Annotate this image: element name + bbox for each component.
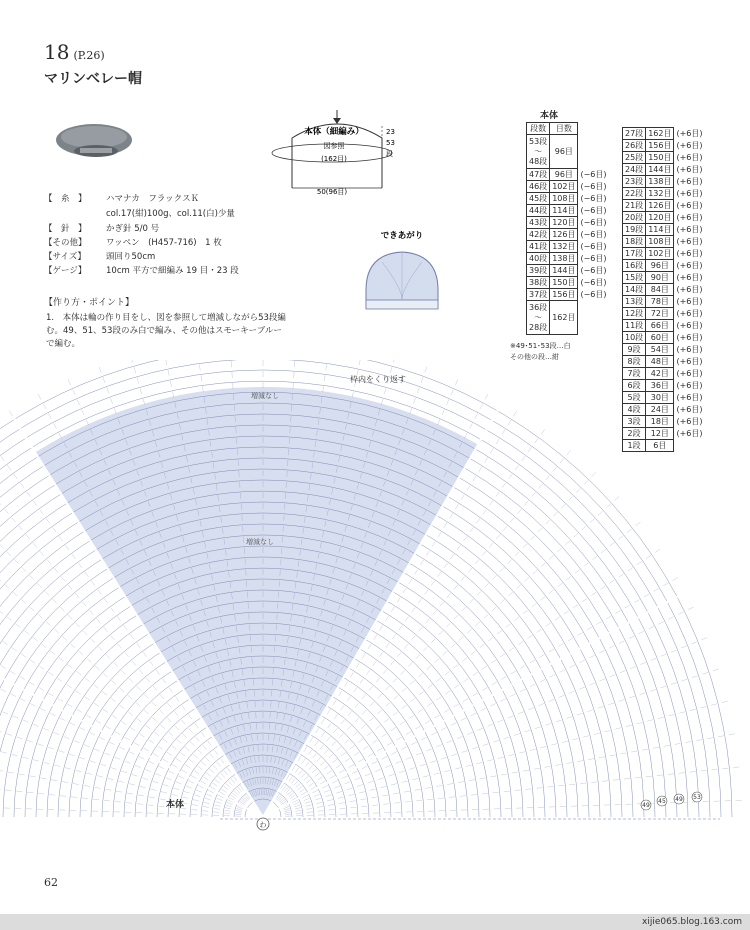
table-row: 37段 156目 (−6目) bbox=[527, 289, 610, 301]
table-row: 18段 108目 (+6目) bbox=[623, 236, 706, 248]
instructions-heading: 【作り方・ポイント】 bbox=[44, 298, 135, 308]
table-row: 44段 114目 (−6目) bbox=[527, 205, 610, 217]
color-note: ※49･51･53段…白 その他の段…紺 bbox=[510, 342, 571, 361]
material-colors: col.17(紺)100g、col.11(白)少量 bbox=[106, 209, 235, 219]
crochet-chart bbox=[0, 360, 750, 875]
footer-url: xijie065.blog.163.com bbox=[642, 917, 742, 927]
table-row: 19段 114目 (+6目) bbox=[623, 224, 706, 236]
body-table-title: 本体 bbox=[540, 111, 559, 121]
round-marker: 49 bbox=[642, 802, 650, 809]
table-row: 16段 96目 (+6目) bbox=[623, 260, 706, 272]
beret-photo bbox=[52, 118, 136, 162]
table-row: 47段 96目 (−6目) bbox=[527, 169, 610, 181]
table-row: 13段 78目 (+6目) bbox=[623, 296, 706, 308]
table-row: 39段 144目 (−6目) bbox=[527, 265, 610, 277]
footer-bar bbox=[0, 914, 750, 930]
finished-label: できあがり bbox=[380, 231, 424, 241]
table-row: 21段 126目 (+6目) bbox=[623, 200, 706, 212]
table-row: 22段 132目 (+6目) bbox=[623, 188, 706, 200]
table-row: 12段 72目 (+6目) bbox=[623, 308, 706, 320]
table-row: 46段 102目 (−6目) bbox=[527, 181, 610, 193]
table-row: 8段 48目 (+6目) bbox=[623, 356, 706, 368]
table-row: 6段 36目 (+6目) bbox=[623, 380, 706, 392]
table-row: 45段 108目 (−6目) bbox=[527, 193, 610, 205]
table-row: 23段 138目 (+6目) bbox=[623, 176, 706, 188]
table-row: 1段 6目 bbox=[623, 440, 706, 452]
table-row: 14段 84目 (+6目) bbox=[623, 284, 706, 296]
body-row-table bbox=[526, 122, 610, 335]
schematic-width: 50(96目) bbox=[316, 188, 348, 196]
no-change-label-inner: 増減なし bbox=[246, 538, 274, 546]
table-row: 43段 120目 (−6目) bbox=[527, 217, 610, 229]
table-row: 2段 12目 (+6目) bbox=[623, 428, 706, 440]
table-row: 3段 18目 (+6目) bbox=[623, 416, 706, 428]
pattern-title: マリンベレー帽 bbox=[44, 71, 142, 87]
start-ring-label: わ bbox=[259, 821, 267, 829]
table-row: 15段 90目 (+6目) bbox=[623, 272, 706, 284]
round-marker: 53 bbox=[693, 794, 701, 801]
table-row: 24段 144目 (+6目) bbox=[623, 164, 706, 176]
table-row: 4段 24目 (+6目) bbox=[623, 404, 706, 416]
table-header: 段数 bbox=[527, 123, 550, 135]
table-row: 38段 150目 (−6目) bbox=[527, 277, 610, 289]
schematic-side-label-1: 23 bbox=[386, 128, 395, 136]
table-row: 25段 150目 (+6目) bbox=[623, 152, 706, 164]
table-row: 26段 156目 (+6目) bbox=[623, 140, 706, 152]
schematic-side-label-3: 段 bbox=[386, 150, 393, 158]
table-row: 11段 66目 (+6目) bbox=[623, 320, 706, 332]
table-row: 53段 〜 48段 96目 bbox=[527, 135, 610, 169]
table-row: 5段 30目 (+6目) bbox=[623, 392, 706, 404]
table-row: 42段 126目 (−6目) bbox=[527, 229, 610, 241]
repeat-label: 枠内をくり返す bbox=[350, 375, 406, 384]
table-row: 17段 102目 (+6目) bbox=[623, 248, 706, 260]
table-row: 20段 120目 (+6目) bbox=[623, 212, 706, 224]
table-row: 41段 132目 (−6目) bbox=[527, 241, 610, 253]
table-row: 40段 138目 (−6目) bbox=[527, 253, 610, 265]
instructions-step-1: 1. 本体は輪の作り目をし、図を参照して増減しながら53段編む。49、51、53段のみ白で編み、その他はスモーキーブルーで編む。 bbox=[46, 313, 286, 349]
round-marker: 45 bbox=[658, 798, 666, 805]
page-number: 62 bbox=[44, 876, 58, 889]
table-header: 目数 bbox=[550, 123, 578, 135]
schematic-stitches: (162目) bbox=[321, 155, 347, 163]
material-yarn: 【 糸 】 ハマナカ フラックスＫ bbox=[44, 194, 200, 204]
table-row: 9段 54目 (+6目) bbox=[623, 344, 706, 356]
schematic-side-label-2: 53 bbox=[386, 139, 395, 147]
pattern-number bbox=[44, 40, 105, 64]
body-schematic bbox=[262, 108, 412, 196]
table-row: 36段 〜 28段 162目 bbox=[527, 301, 610, 335]
finished-hat bbox=[352, 228, 452, 320]
body-label: 本体 bbox=[166, 800, 185, 810]
material-other: 【その他】 ワッペン (H457-716) 1 枚 bbox=[44, 238, 222, 248]
round-marker: 49 bbox=[675, 796, 683, 803]
material-gauge: 【ゲージ】 10cm 平方で細編み 19 目・23 段 bbox=[44, 266, 239, 276]
schematic-title: 本体（細編み） bbox=[304, 127, 364, 137]
repeat-wedge bbox=[35, 387, 478, 817]
no-change-label-outer: 増減なし bbox=[251, 392, 279, 400]
pattern-number-text: 18 bbox=[44, 40, 70, 64]
page-ref: (P.26) bbox=[73, 49, 105, 62]
schematic-ref: 図参照 bbox=[323, 142, 345, 150]
table-row: 27段 162目 (+6目) bbox=[623, 128, 706, 140]
material-hook: 【 針 】 かぎ針 5/0 号 bbox=[44, 224, 160, 234]
material-size: 【サイズ】 頭回り50cm bbox=[44, 252, 156, 262]
round-markers bbox=[641, 792, 702, 810]
table-row: 7段 42目 (+6目) bbox=[623, 368, 706, 380]
table-row: 10段 60目 (+6目) bbox=[623, 332, 706, 344]
